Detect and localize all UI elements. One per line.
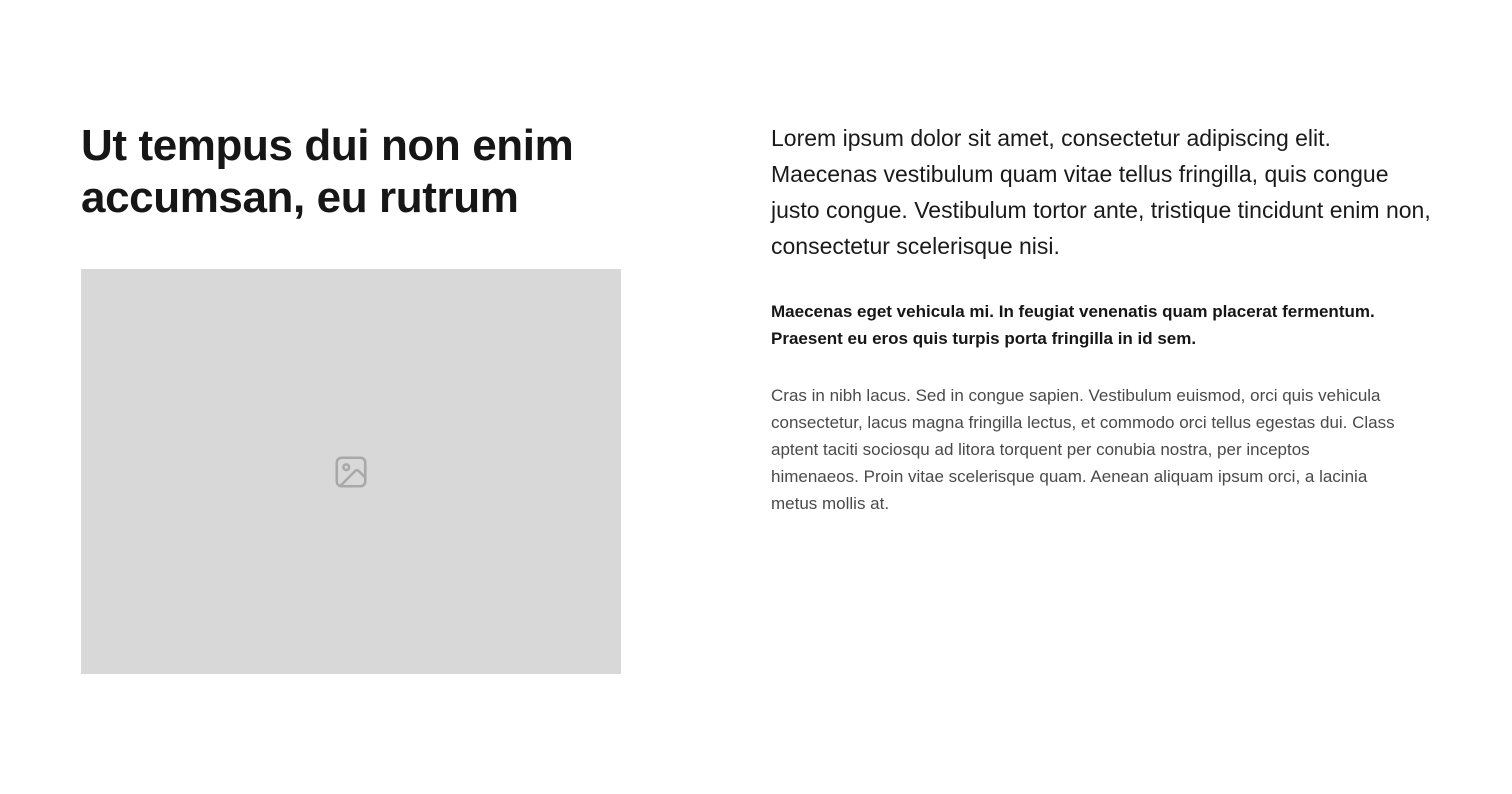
body-paragraph: Cras in nibh lacus. Sed in congue sapien. Vestibulum euismod, orci quis vehicula consectetur, lacus magna fringilla lectus, et commodo orci tellus egestas dui. Class aptent taciti sociosqu ad litora torquent per conubia nostra, per inceptos himenaeos. Proin vitae scelerisque quam. Aenean aliquam ipsum orci, a lacinia metus mollis at.: [771, 386, 1395, 513]
section-heading: Ut tempus dui non enim accumsan, eu rutrum: [81, 121, 574, 222]
image-placeholder: [81, 269, 621, 674]
lead-paragraph: Lorem ipsum dolor sit amet, consectetur adipiscing elit. Maecenas vestibulum quam vitae tellus fringilla, quis congue justo congue. Vestibulum tortor ante, tristique tincidunt enim non, consectetur scelerisque nisi.: [771, 125, 1431, 259]
image-icon: [332, 453, 370, 491]
right-column: [771, 120, 1441, 517]
left-column: [81, 120, 641, 224]
emphasis-paragraph: Maecenas eget vehicula mi. In feugiat venenatis quam placerat fermentum. Praesent eu eros quis turpis porta fringilla in id sem.: [771, 302, 1375, 348]
